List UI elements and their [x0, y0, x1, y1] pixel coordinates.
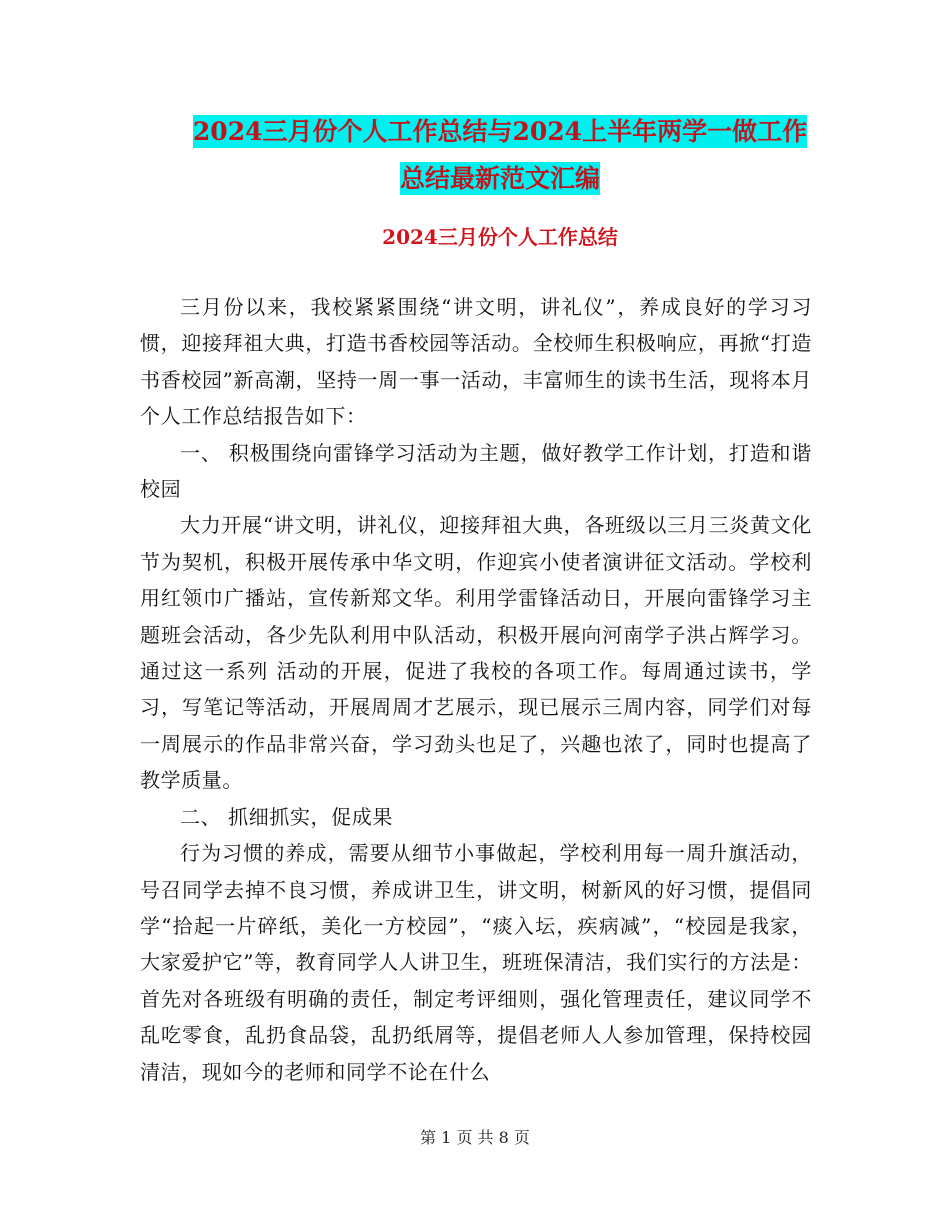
- page-footer: 第 1 页 共 8 页: [420, 1128, 530, 1147]
- paragraph-heading-2: 二、 抓细抓实，促成果: [180, 804, 393, 829]
- paragraph-habits: 行为习惯的养成，需要从细节小事做起，学校利用每一周升旗活动，号召同学去掉不良习惯，养成讲卫生，讲文明，树新风的好习惯，提倡同学“拾起一片碎纸，美化一方校园”，“痰入坛，疾病减”，“校园是我家，大家爱护它”等，教育同学人人讲卫生，班班保清洁，我们实行的方法是：首先对各班级有明确的责任，制定考评细则，强化管理责任，建议同学不乱吃零食，乱扔食品袋，乱扔纸屑等，提倡老师人人参加管理，保持校园清洁，现如今的老师和同学不论在什么: [140, 841, 812, 1084]
- document-body: [140, 289, 812, 1090]
- title-line-2: 总结最新范文汇编: [399, 164, 600, 193]
- document-title: [140, 108, 860, 202]
- paragraph-heading-1: 一、 积极围绕向雷锋学习活动为主题，做好教学工作计划，打造和谐校园: [140, 440, 812, 502]
- section-title: 2024三月份个人工作总结: [382, 225, 618, 249]
- paragraph-intro: 三月份以来，我校紧紧围绕“讲文明，讲礼仪”，养成良好的学习习惯，迎接拜祖大典，打造书香校园等活动。全校师生积极响应，再掀“打造书香校园”新高潮，坚持一周一事一活动，丰富师生的读书生活，现将本月个人工作总结报告如下：: [140, 295, 812, 429]
- title-line-1: 2024三月份个人工作总结与2024上半年两学一做工作: [192, 117, 808, 146]
- paragraph-activities: 大力开展“讲文明，讲礼仪，迎接拜祖大典，各班级以三月三炎黄文化节为契机，积极开展传承中华文明，作迎宾小使者演讲征文活动。学校利用红领巾广播站，宣传新郑文华。利用学雷锋活动日，开展向雷锋学习主题班会活动，各少先队利用中队活动，积极开展向河南学子洪占辉学习。通过这一系列 活动的开展，促进了我校的各项工作。每周通过读书，学习，写笔记等活动，开展周周才艺展示，现已展示三周内容，同学们对每一周展示的作品非常兴奋，学习劲头也足了，兴趣也浓了，同时也提高了教学质量。: [140, 513, 812, 793]
